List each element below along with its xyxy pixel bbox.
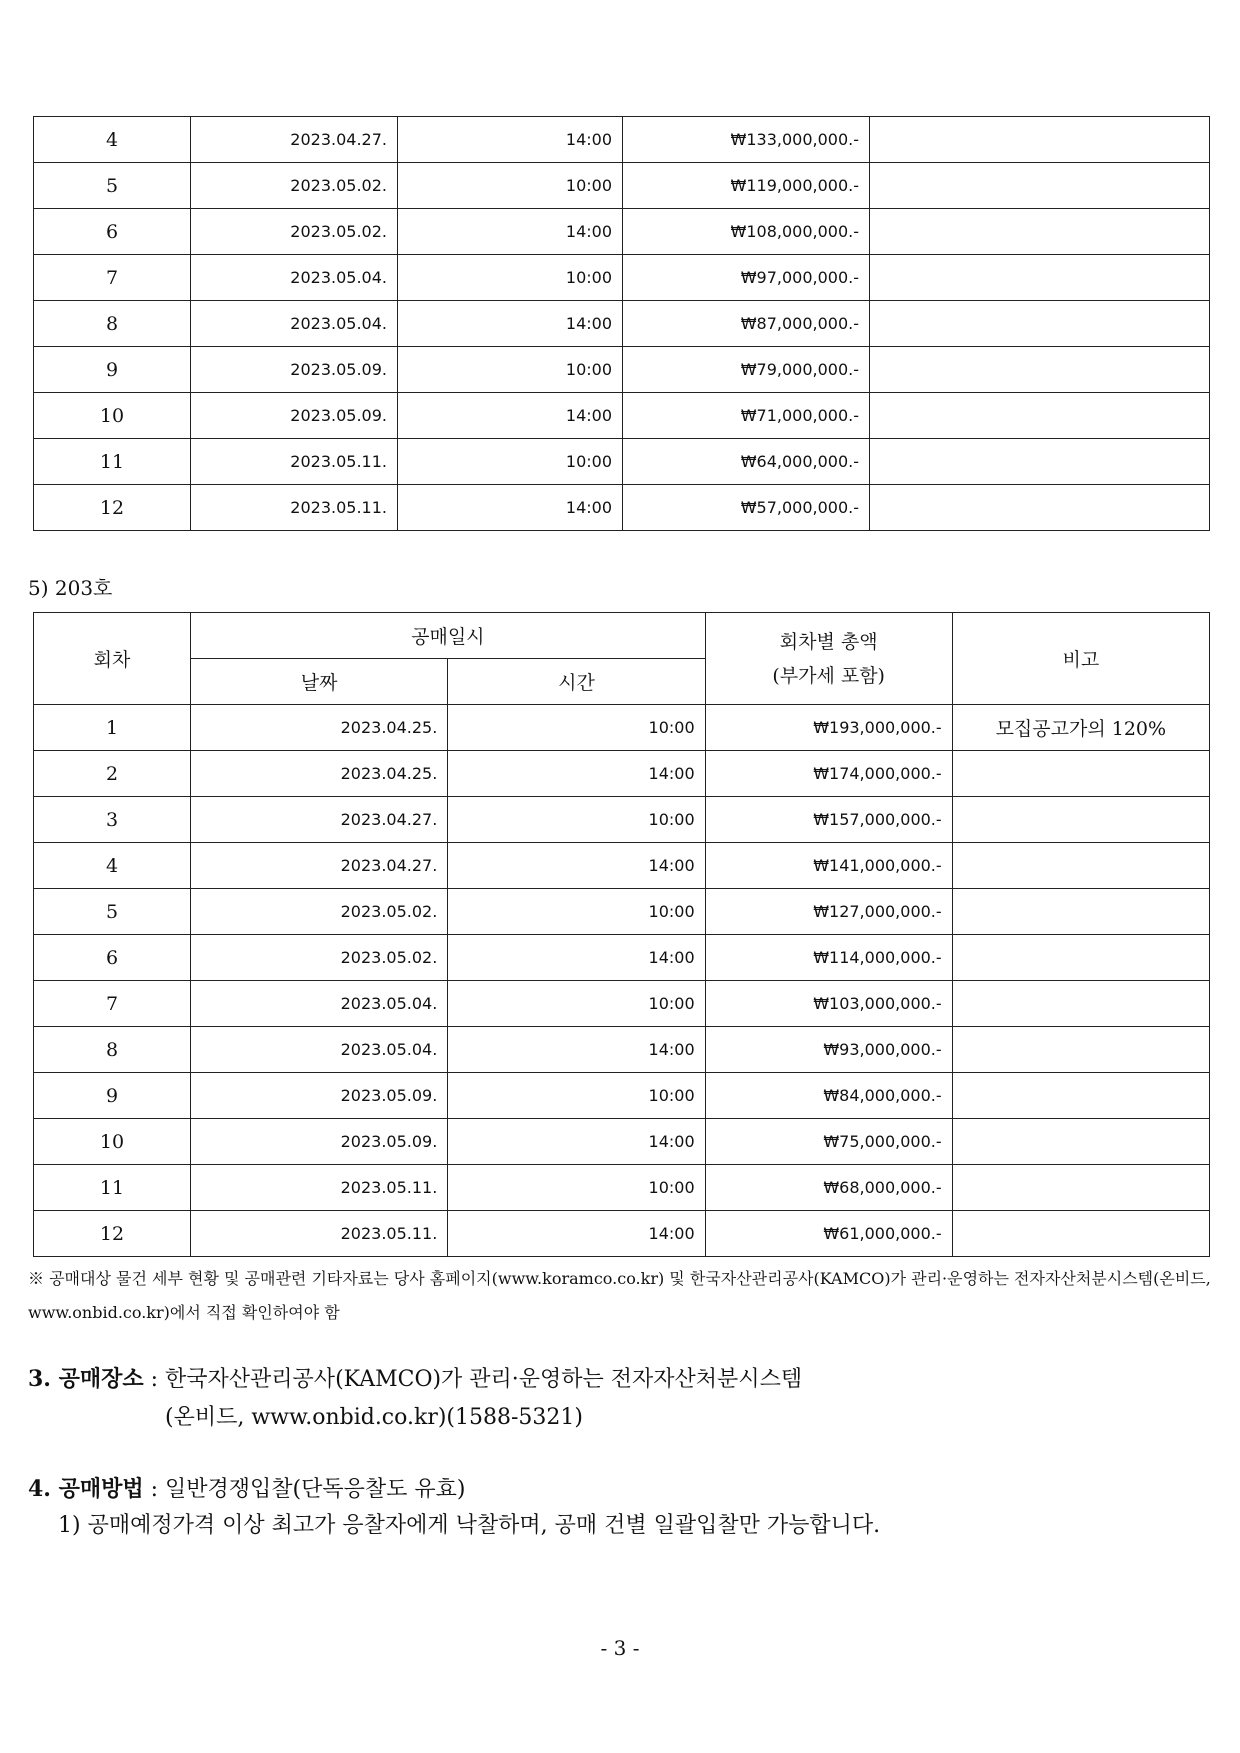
cell-note: [870, 301, 1210, 347]
auction-schedule-table-203: [33, 612, 1210, 1257]
table-row: [34, 117, 1210, 163]
cell-time: 10:00: [398, 255, 623, 301]
cell-date: 2023.05.04.: [191, 981, 448, 1027]
header-schedule: 공매일시: [191, 613, 706, 659]
cell-date: 2023.05.11.: [191, 439, 398, 485]
cell-amount: ₩64,000,000.-: [623, 439, 870, 485]
cell-date: 2023.04.25.: [191, 705, 448, 751]
cell-time: 10:00: [448, 705, 705, 751]
cell-note: [952, 1211, 1209, 1257]
section-4-colon: :: [143, 1477, 166, 1502]
cell-date: 2023.05.11.: [191, 485, 398, 531]
cell-amount: ₩68,000,000.-: [705, 1165, 952, 1211]
cell-round: 3: [34, 797, 191, 843]
cell-time: 14:00: [398, 301, 623, 347]
cell-amount: ₩87,000,000.-: [623, 301, 870, 347]
cell-note: [870, 117, 1210, 163]
table-row: [34, 981, 1210, 1027]
cell-round: 11: [34, 1165, 191, 1211]
cell-amount: ₩157,000,000.-: [705, 797, 952, 843]
cell-time: 10:00: [398, 347, 623, 393]
header-round: 회차: [34, 613, 191, 705]
cell-time: 14:00: [448, 1211, 705, 1257]
cell-date: 2023.05.11.: [191, 1165, 448, 1211]
cell-note: [952, 1027, 1209, 1073]
section-4-heading: [28, 1472, 465, 1503]
cell-date: 2023.04.27.: [191, 843, 448, 889]
cell-amount: ₩93,000,000.-: [705, 1027, 952, 1073]
cell-round: 8: [34, 301, 191, 347]
cell-amount: ₩61,000,000.-: [705, 1211, 952, 1257]
cell-round: 9: [34, 347, 191, 393]
cell-date: 2023.05.09.: [191, 347, 398, 393]
table-row: [34, 935, 1210, 981]
cell-round: 5: [34, 163, 191, 209]
table-row: [34, 439, 1210, 485]
cell-amount: ₩119,000,000.-: [623, 163, 870, 209]
cell-time: 14:00: [448, 1027, 705, 1073]
cell-amount: ₩127,000,000.-: [705, 889, 952, 935]
cell-amount: ₩97,000,000.-: [623, 255, 870, 301]
cell-date: 2023.05.09.: [191, 1119, 448, 1165]
table-row: [34, 705, 1210, 751]
cell-round: 12: [34, 1211, 191, 1257]
table-row: [34, 163, 1210, 209]
cell-round: 4: [34, 843, 191, 889]
cell-note: [952, 797, 1209, 843]
cell-time: 14:00: [398, 393, 623, 439]
cell-round: 4: [34, 117, 191, 163]
cell-date: 2023.05.02.: [191, 935, 448, 981]
cell-note: [952, 1073, 1209, 1119]
cell-note: [952, 843, 1209, 889]
cell-time: 10:00: [398, 163, 623, 209]
table-row: [34, 485, 1210, 531]
cell-note: [870, 347, 1210, 393]
cell-note: [870, 163, 1210, 209]
table-row: [34, 393, 1210, 439]
cell-note: [870, 485, 1210, 531]
cell-time: 14:00: [448, 751, 705, 797]
section-4-item-1: 1) 공매예정가격 이상 최고가 응찰자에게 낙찰하며, 공매 건별 일괄입찰만 가능합니다.: [58, 1513, 881, 1538]
cell-round: 6: [34, 209, 191, 255]
cell-round: 8: [34, 1027, 191, 1073]
header-date: 날짜: [191, 659, 448, 705]
cell-amount: ₩108,000,000.-: [623, 209, 870, 255]
section-3-colon: :: [143, 1367, 166, 1392]
cell-amount: ₩57,000,000.-: [623, 485, 870, 531]
cell-amount: ₩141,000,000.-: [705, 843, 952, 889]
cell-round: 7: [34, 255, 191, 301]
cell-amount: ₩84,000,000.-: [705, 1073, 952, 1119]
header-amount-line2: (부가세 포함): [772, 664, 885, 687]
table-row: [34, 751, 1210, 797]
table-row: [34, 1073, 1210, 1119]
cell-note: [952, 889, 1209, 935]
section-label-203: 5) 203호: [28, 576, 113, 600]
section-3-heading: [28, 1362, 802, 1393]
footnote: ※ 공매대상 물건 세부 현황 및 공매관련 기타자료는 당사 홈페이지(www.koramco.co.kr) 및 한국자산관리공사(KAMCO)가 관리·운영하는 전자자산처분시스템(온비드, www.onbid.co.kr)에서 직접 확인하여야 함: [28, 1269, 1211, 1322]
cell-time: 10:00: [448, 889, 705, 935]
cell-time: 14:00: [398, 209, 623, 255]
cell-date: 2023.05.09.: [191, 1073, 448, 1119]
cell-amount: ₩79,000,000.-: [623, 347, 870, 393]
cell-time: 10:00: [398, 439, 623, 485]
table-row: [34, 843, 1210, 889]
cell-round: 10: [34, 1119, 191, 1165]
cell-round: 11: [34, 439, 191, 485]
cell-note: [952, 1165, 1209, 1211]
cell-date: 2023.05.02.: [191, 163, 398, 209]
section-3-text-line2: (온비드, www.onbid.co.kr)(1588-5321): [165, 1405, 583, 1430]
cell-amount: ₩71,000,000.-: [623, 393, 870, 439]
section-3-title: 3. 공매장소: [28, 1366, 144, 1392]
cell-date: 2023.04.25.: [191, 751, 448, 797]
cell-time: 10:00: [448, 981, 705, 1027]
cell-note: [870, 209, 1210, 255]
auction-schedule-table-continued: [33, 116, 1210, 531]
cell-time: 10:00: [448, 1165, 705, 1211]
cell-time: 10:00: [448, 797, 705, 843]
header-amount: [705, 613, 952, 705]
table-row: [34, 255, 1210, 301]
section-3-text: 한국자산관리공사(KAMCO)가 관리·운영하는 전자자산처분시스템: [165, 1367, 803, 1392]
header-time: 시간: [448, 659, 705, 705]
cell-round: 1: [34, 705, 191, 751]
cell-round: 10: [34, 393, 191, 439]
cell-time: 14:00: [448, 843, 705, 889]
table-row: [34, 797, 1210, 843]
cell-round: 12: [34, 485, 191, 531]
cell-date: 2023.05.02.: [191, 209, 398, 255]
table-row: [34, 889, 1210, 935]
cell-round: 7: [34, 981, 191, 1027]
page-number: - 3 -: [600, 1636, 640, 1660]
header-note: 비고: [952, 613, 1209, 705]
cell-time: 14:00: [398, 485, 623, 531]
cell-date: 2023.04.27.: [191, 797, 448, 843]
table-row: [34, 1211, 1210, 1257]
cell-note: [870, 393, 1210, 439]
table-row: [34, 1119, 1210, 1165]
cell-time: 14:00: [398, 117, 623, 163]
cell-amount: ₩75,000,000.-: [705, 1119, 952, 1165]
cell-amount: ₩193,000,000.-: [705, 705, 952, 751]
cell-date: 2023.05.04.: [191, 1027, 448, 1073]
cell-date: 2023.05.09.: [191, 393, 398, 439]
cell-note: [870, 439, 1210, 485]
cell-date: 2023.05.02.: [191, 889, 448, 935]
table-row: [34, 301, 1210, 347]
cell-time: 14:00: [448, 935, 705, 981]
cell-round: 6: [34, 935, 191, 981]
header-amount-line1: 회차별 총액: [779, 630, 878, 653]
table-row: [34, 209, 1210, 255]
cell-amount: ₩103,000,000.-: [705, 981, 952, 1027]
cell-amount: ₩133,000,000.-: [623, 117, 870, 163]
section-4-title: 4. 공매방법: [28, 1476, 144, 1502]
cell-note: [952, 1119, 1209, 1165]
table-row: [34, 347, 1210, 393]
cell-round: 9: [34, 1073, 191, 1119]
cell-date: 2023.05.11.: [191, 1211, 448, 1257]
section-4-text: 일반경쟁입찰(단독응찰도 유효): [165, 1477, 466, 1502]
cell-round: 5: [34, 889, 191, 935]
cell-note: [952, 981, 1209, 1027]
table-row: [34, 1027, 1210, 1073]
cell-time: 10:00: [448, 1073, 705, 1119]
table-row: [34, 1165, 1210, 1211]
cell-date: 2023.05.04.: [191, 301, 398, 347]
cell-date: 2023.04.27.: [191, 117, 398, 163]
cell-date: 2023.05.04.: [191, 255, 398, 301]
cell-amount: ₩114,000,000.-: [705, 935, 952, 981]
cell-round: 2: [34, 751, 191, 797]
cell-note: [952, 935, 1209, 981]
cell-note: [952, 751, 1209, 797]
cell-note: [870, 255, 1210, 301]
cell-amount: ₩174,000,000.-: [705, 751, 952, 797]
cell-note: 모집공고가의 120%: [952, 705, 1209, 751]
cell-time: 14:00: [448, 1119, 705, 1165]
